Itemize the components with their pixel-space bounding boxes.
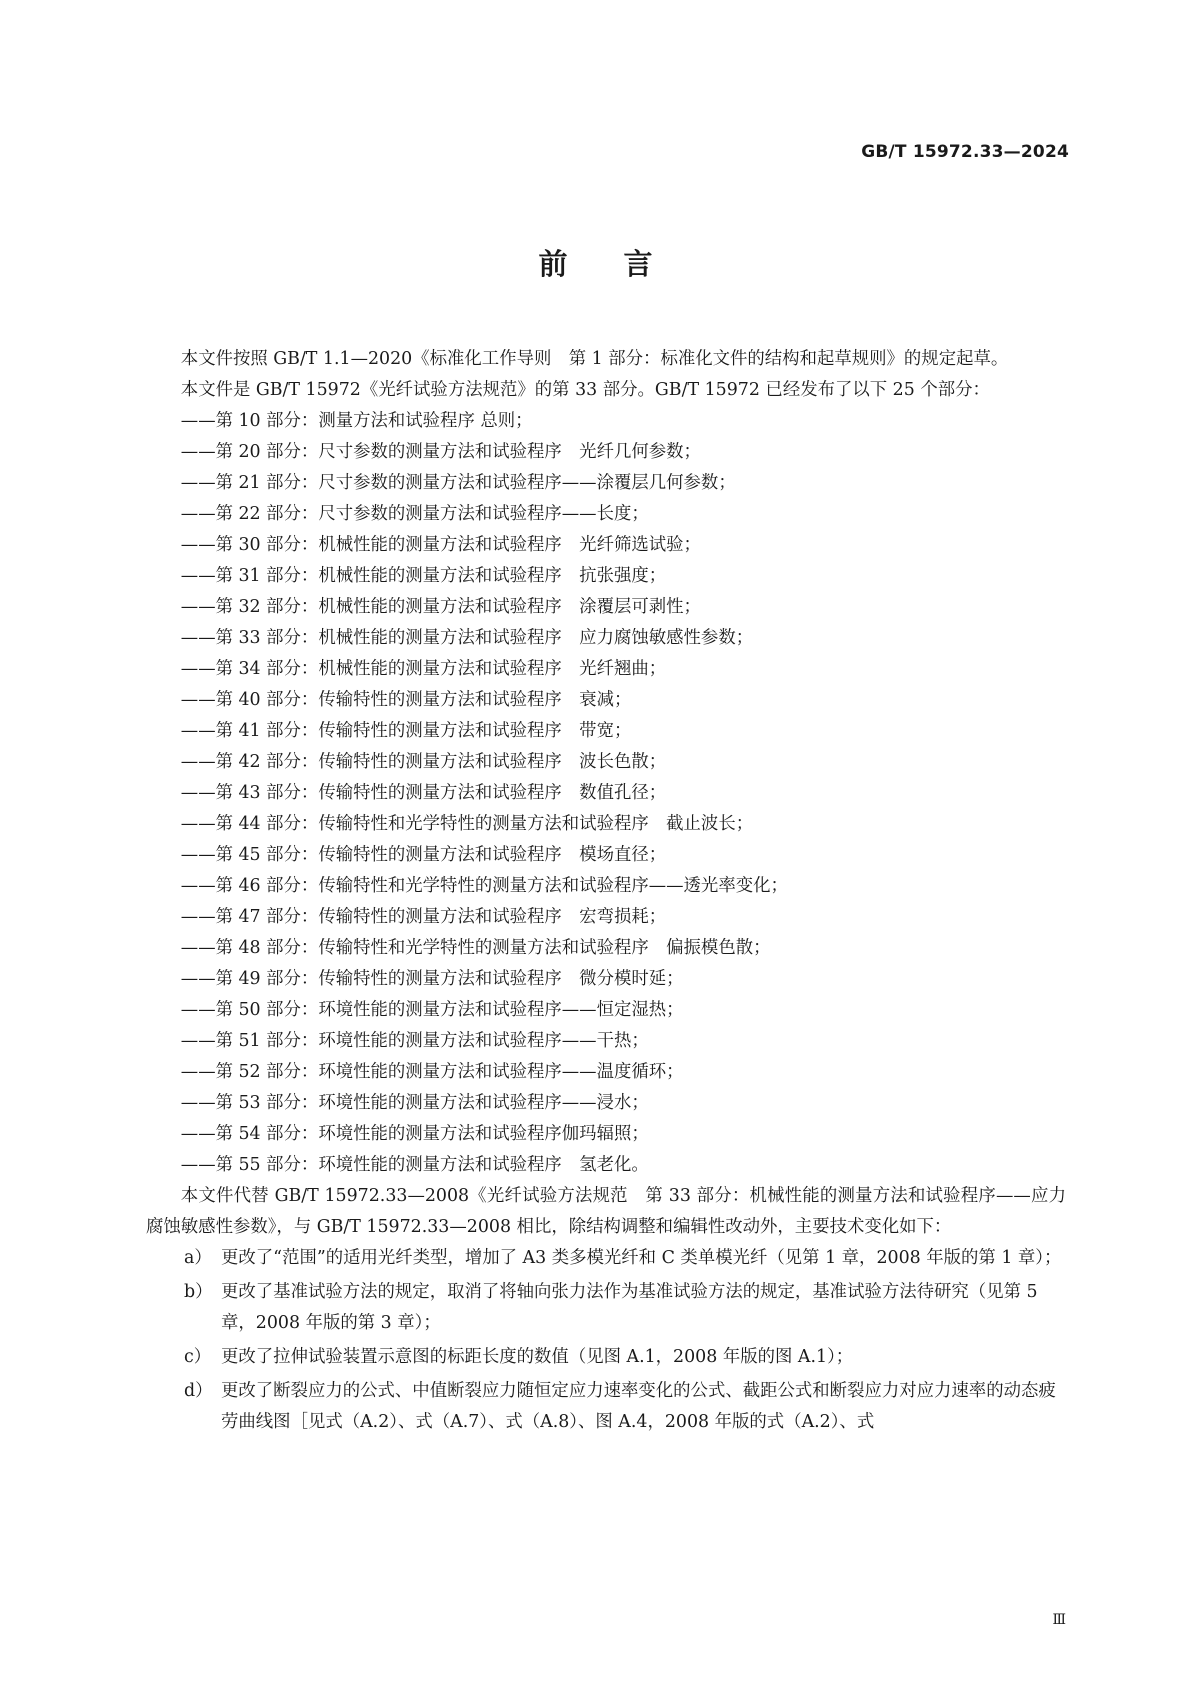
change-text: 更改了基准试验方法的规定，取消了将轴向张力法作为基准试验方法的规定，基准试验方法待研究（见第 5 章，2008 年版的第 3 章）；	[221, 1282, 1038, 1333]
change-text: 更改了断裂应力的公式、中值断裂应力随恒定应力速率变化的公式、截距公式和断裂应力对应力速率的动态疲劳曲线图［见式（A.2）、式（A.7）、式（A.8）、图 A.4，2008 年版的式（A.2）、式	[221, 1381, 1056, 1432]
standard-code: GB/T 15972.33—2024	[861, 142, 1069, 162]
list-item: ——第 31 部分：机械性能的测量方法和试验程序 抗张强度；	[180, 566, 667, 586]
intro-paragraph-2: 本文件是 GB/T 15972《光纤试验方法规范》的第 33 部分。GB/T 15972 已经发布了以下 25 个部分：	[180, 380, 990, 400]
change-item-b	[146, 1277, 1066, 1339]
list-item: ——第 10 部分：测量方法和试验程序 总则；	[180, 411, 533, 431]
list-item: ——第 43 部分：传输特性的测量方法和试验程序 数值孔径；	[180, 783, 667, 803]
list-item: ——第 44 部分：传输特性和光学特性的测量方法和试验程序 截止波长；	[180, 814, 754, 834]
list-item: ——第 52 部分：环境性能的测量方法和试验程序——温度循环；	[180, 1062, 684, 1082]
list-item: ——第 34 部分：机械性能的测量方法和试验程序 光纤翘曲；	[180, 659, 667, 679]
list-item: ——第 33 部分：机械性能的测量方法和试验程序 应力腐蚀敏感性参数；	[180, 628, 754, 648]
list-item: ——第 32 部分：机械性能的测量方法和试验程序 涂覆层可剥性；	[180, 597, 701, 617]
list-item: ——第 47 部分：传输特性的测量方法和试验程序 宏弯损耗；	[180, 907, 667, 927]
list-item: ——第 50 部分：环境性能的测量方法和试验程序——恒定湿热；	[180, 1000, 684, 1020]
list-item: ——第 46 部分：传输特性和光学特性的测量方法和试验程序——透光率变化；	[180, 876, 788, 896]
list-item: ——第 22 部分：尺寸参数的测量方法和试验程序——长度；	[180, 504, 649, 524]
change-text: 更改了拉伸试验装置示意图的标距长度的数值（见图 A.1，2008 年版的图 A.1）；	[221, 1347, 854, 1367]
list-item: ——第 21 部分：尺寸参数的测量方法和试验程序——涂覆层几何参数；	[180, 473, 736, 493]
changes-list	[146, 1243, 1066, 1438]
list-item: ——第 51 部分：环境性能的测量方法和试验程序——干热；	[180, 1031, 649, 1051]
list-item: ——第 42 部分：传输特性的测量方法和试验程序 波长色散；	[180, 752, 667, 772]
list-item: ——第 40 部分：传输特性的测量方法和试验程序 衰减；	[180, 690, 632, 710]
change-item-d	[146, 1376, 1066, 1438]
list-item: ——第 41 部分：传输特性的测量方法和试验程序 带宽；	[180, 721, 632, 741]
intro-paragraph-1: 本文件按照 GB/T 1.1—2020《标准化工作导则 第 1 部分：标准化文件的结构和起草规则》的规定起草。	[180, 349, 1009, 369]
parts-list	[146, 406, 1066, 1181]
change-text: 更改了“范围”的适用光纤类型，增加了 A3 类多模光纤和 C 类单模光纤（见第 1 章，2008 年版的第 1 章）；	[221, 1248, 1062, 1268]
list-item: ——第 53 部分：环境性能的测量方法和试验程序——浸水；	[180, 1093, 649, 1113]
list-item: ——第 48 部分：传输特性和光学特性的测量方法和试验程序 偏振模色散；	[180, 938, 771, 958]
change-item-c	[146, 1342, 1066, 1373]
change-label: b）	[184, 1282, 213, 1302]
list-item: ——第 20 部分：尺寸参数的测量方法和试验程序 光纤几何参数；	[180, 442, 701, 462]
list-item: ——第 54 部分：环境性能的测量方法和试验程序伽玛辐照；	[180, 1124, 649, 1144]
change-label: d）	[184, 1381, 213, 1401]
page-number: Ⅲ	[1052, 1612, 1066, 1628]
change-label: c）	[184, 1347, 212, 1367]
list-item: ——第 49 部分：传输特性的测量方法和试验程序 微分模时延；	[180, 969, 684, 989]
list-item: ——第 30 部分：机械性能的测量方法和试验程序 光纤筛选试验；	[180, 535, 701, 555]
replace-paragraph: 本文件代替 GB/T 15972.33—2008《光纤试验方法规范 第 33 部分：机械性能的测量方法和试验程序——应力腐蚀敏感性参数》，与 GB/T 15972.33—2008 相比，除结构调整和编辑性改动外，主要技术变化如下：	[146, 1186, 1066, 1237]
page-title: 前言	[538, 247, 709, 281]
change-item-a	[146, 1243, 1066, 1274]
change-label: a）	[184, 1248, 212, 1268]
list-item: ——第 55 部分：环境性能的测量方法和试验程序 氢老化。	[180, 1155, 649, 1175]
list-item: ——第 45 部分：传输特性的测量方法和试验程序 模场直径；	[180, 845, 667, 865]
foreword-body	[146, 344, 1066, 1438]
